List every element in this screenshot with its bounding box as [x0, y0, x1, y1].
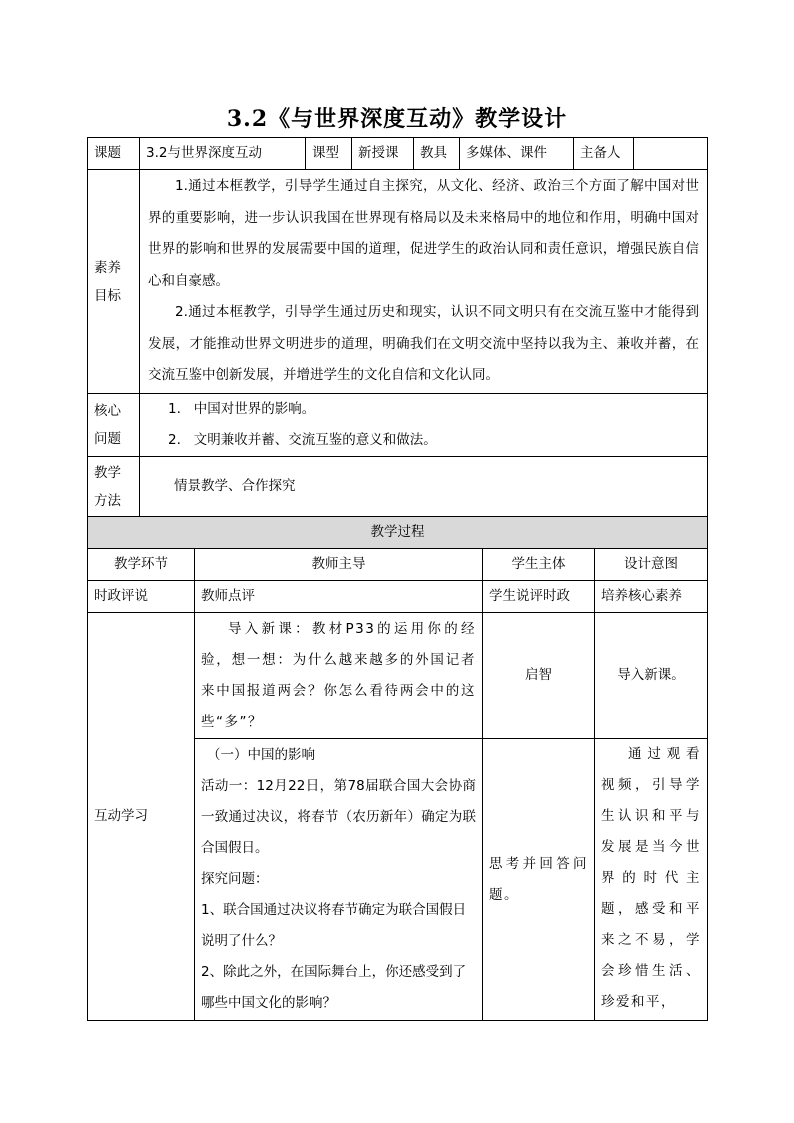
objective-paragraph-1: 1.通过本框教学，引导学生通过自主探究，从文化、经济、政治三个方面了解中国对世界的重要影响，进一步认识我国在世界现有格局以及未来格局中的地位和作用，明确中国对世界的影响和世界的发展需要中国的道理，促进学生的政治认同和责任意识，增强民族自信心和自豪感。 — [148, 178, 699, 289]
type-value: 新授课 — [352, 138, 414, 170]
row2-teacher-intro — [195, 613, 483, 739]
teacher-line-section: （一）中国的影响 — [207, 747, 315, 763]
topic-value: 3.2与世界深度互动 — [140, 138, 306, 170]
process-table — [87, 516, 708, 1021]
objectives-content — [140, 170, 708, 394]
row2-intent-activity — [595, 739, 708, 1021]
core-question-2: 2. 文明兼收并蓄、交流互鉴的意义和做法。 — [168, 432, 437, 448]
row1-intent: 培养核心素养 — [595, 581, 708, 613]
teacher-line-activity: 活动一：12月22日，第78届联合国大会协商一致通过决议，将春节（农历新年）确定为联合国假日。 — [201, 778, 476, 856]
col-stage: 教学环节 — [88, 549, 195, 581]
core-label-line1: 核心 — [94, 403, 121, 419]
objectives-label-line1: 素养 — [94, 259, 121, 276]
row2-student-activity — [483, 739, 595, 1021]
teacher-intro-text: 导入新课：教材P33的运用你的经验，想一想：为什么越来越多的外国记者来中国报道两会？你怎么看待两会中的这些“多”？ — [201, 620, 476, 730]
row2-stage: 互动学习 — [88, 613, 195, 1021]
row1-teacher: 教师点评 — [195, 581, 483, 613]
method-label — [88, 457, 140, 517]
col-intent: 设计意图 — [595, 549, 708, 581]
tools-value: 多媒体、课件 — [460, 138, 574, 170]
lesson-info-table — [87, 137, 708, 517]
row1-student: 学生说评时政 — [483, 581, 595, 613]
method-value: 情景教学、合作探究 — [140, 457, 708, 517]
row2-teacher-activity — [195, 739, 483, 1021]
method-label-line1: 教学 — [94, 464, 121, 481]
label-topic: 课题 — [88, 138, 140, 170]
teacher-line-q1: 1、联合国通过决议将春节确定为联合国假日说明了什么？ — [201, 902, 467, 949]
label-tools: 教具 — [414, 138, 460, 170]
intent-activity-text: 通过观看视频，引导学生认识和平与发展是当今世界的时代主题，感受和平来之不易，学会珍惜生活、珍爱和平， — [601, 746, 701, 1010]
preparer-value — [634, 138, 708, 170]
core-label-line2: 问题 — [94, 431, 121, 447]
process-header: 教学过程 — [88, 517, 708, 549]
objectives-label-line2: 目标 — [94, 287, 121, 304]
teacher-line-q2: 2、除此之外，在国际舞台上，你还感受到了哪些中国文化的影响？ — [201, 964, 467, 1011]
teacher-line-explore: 探究问题： — [201, 871, 269, 887]
core-question-1: 1. 中国对世界的影响。 — [168, 401, 316, 417]
label-type: 课型 — [306, 138, 352, 170]
core-questions — [140, 394, 708, 457]
objective-paragraph-2: 2.通过本框教学，引导学生通过历史和现实，认识不同文明只有在交流互鉴中才能得到发展，才能推动世界文明进步的道理，明确我们在文明交流中坚持以我为主、兼收并蓄，在交流互鉴中创新发展，并增进学生的文化自信和文化认同。 — [148, 304, 699, 384]
col-teacher: 教师主导 — [195, 549, 483, 581]
col-student: 学生主体 — [483, 549, 595, 581]
student-activity-text: 思考并回答问题。 — [489, 855, 588, 903]
row1-stage: 时政评说 — [88, 581, 195, 613]
document-title: 3.2《与世界深度互动》教学设计 — [226, 106, 568, 132]
row2-intent-intro: 导入新课。 — [595, 613, 708, 739]
core-label — [88, 394, 140, 457]
label-preparer: 主备人 — [574, 138, 634, 170]
method-label-line2: 方法 — [94, 492, 121, 509]
row2-student-intro: 启智 — [483, 613, 595, 739]
objectives-label — [88, 170, 140, 394]
